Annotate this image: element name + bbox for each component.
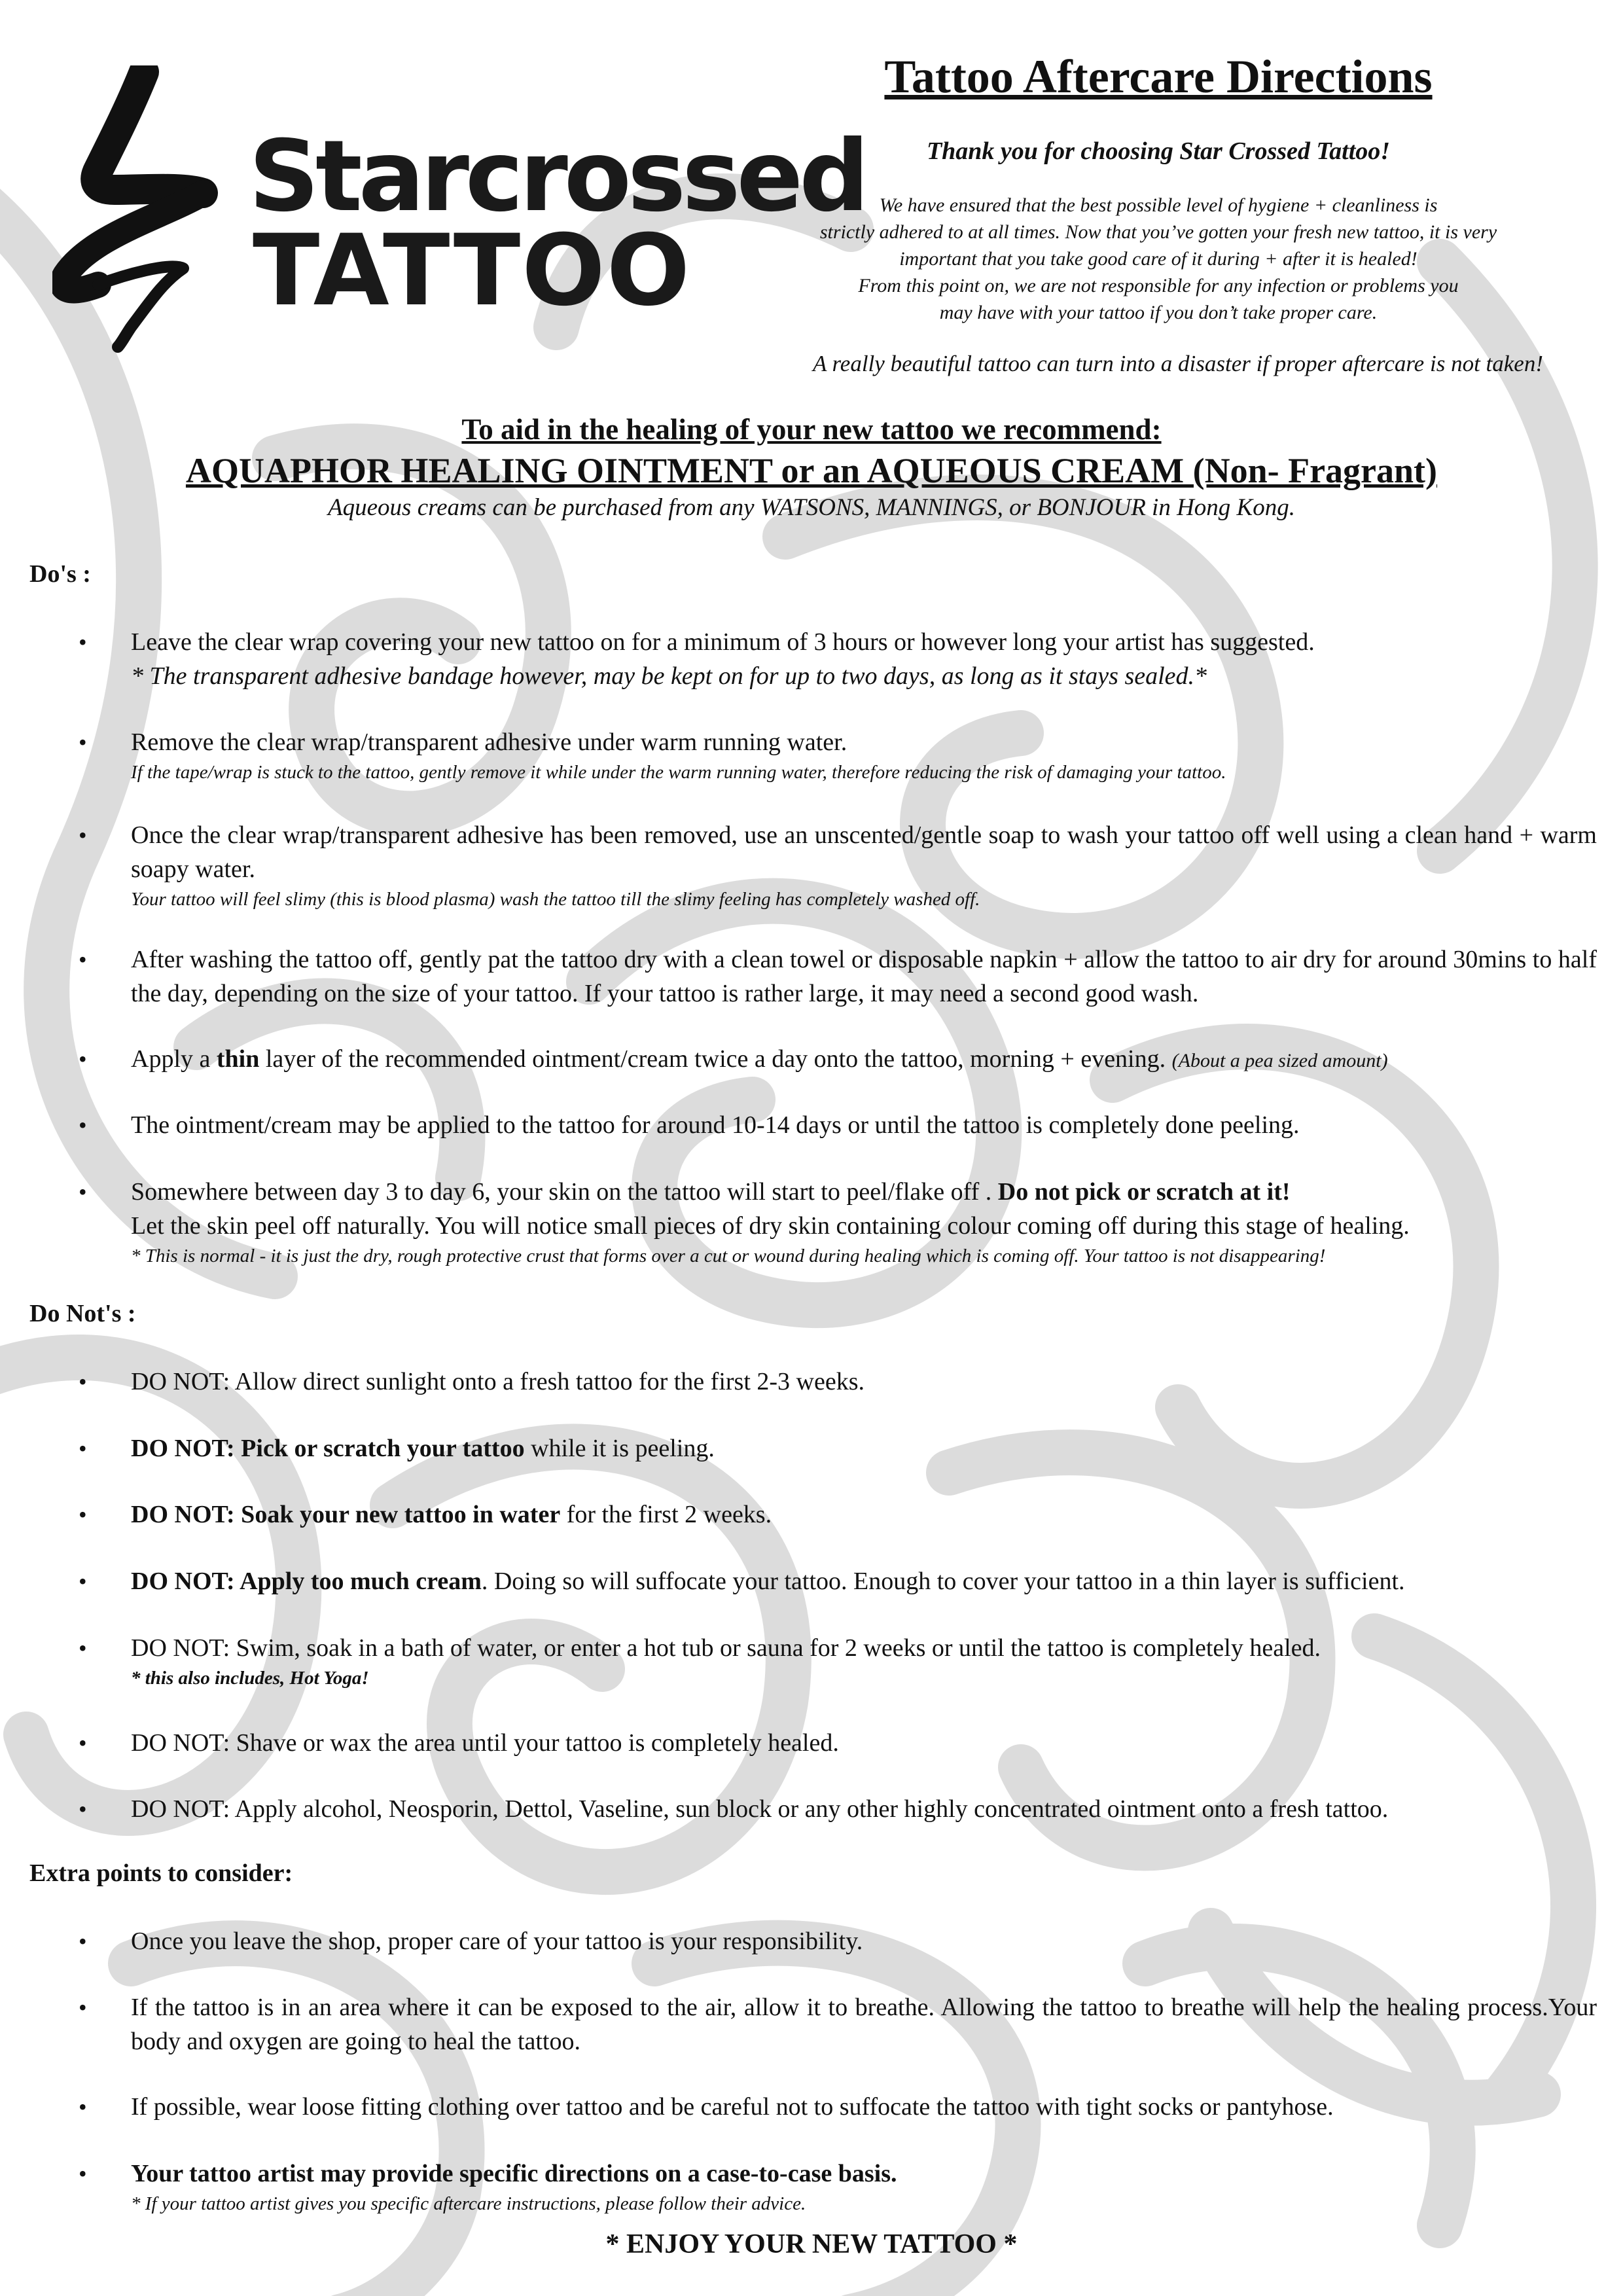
item-text-post: . Doing so will suffocate your tattoo. Enough to cover your tattoo in a thin layer is sufficient. [481,1568,1405,1595]
recommend-note: Aqueous creams can be purchased from any WATSONS, MANNINGS, or BONJOUR in Hong Kong. [328,494,1295,521]
list-item [79,1498,1597,1532]
list-item [79,2090,1597,2124]
item-note: * The transparent adhesive bandage however, may be kept on for up to two days, as long as it stays sealed.* [131,662,1207,690]
item-text [131,1498,1597,1532]
item-note: * If your tattoo artist gives you specific aftercare instructions, please follow their advice. [131,2193,806,2214]
item-text-bold: Do not pick or scratch at it! [997,1178,1291,1206]
bullet-icon: • [79,822,87,848]
dos-heading: Do's : [29,560,91,588]
item-text: Leave the clear wrap covering your new tattoo on for a minimum of 3 hours or however long your artist has suggested. [131,628,1315,656]
item-text-bold: DO NOT: Apply too much cream [131,1568,482,1595]
item-text: DO NOT: Shave or wax the area until your tattoo is completely healed. [131,1729,839,1757]
logo-mark-icon [52,65,249,353]
bullet-icon: • [79,2094,87,2120]
bullet-icon: • [79,1796,87,1822]
bullet-icon: • [79,1179,87,1205]
bullet-icon: • [79,629,87,655]
item-text: The ointment/cream may be applied to the tattoo for around 10-14 days or until the tattoo is completely done peeling. [131,1111,1300,1139]
intro-line: From this point on, we are not responsible for any infection or problems you [858,275,1459,296]
list-item [79,1564,1597,1598]
bullet-icon: • [79,1501,87,1528]
donts-heading: Do Not's : [29,1300,136,1327]
intro-line: may have with your tattoo if you don’t take proper care. [939,302,1378,323]
item-text [131,1564,1597,1598]
extra-heading: Extra points to consider: [29,1859,293,1887]
intro-paragraph [753,192,1564,326]
item-text: DO NOT: Swim, soak in a bath of water, or enter a hot tub or sauna for 2 weeks or until the tattoo is completely healed. [131,1634,1321,1662]
item-text-post: for the first 2 weeks. [560,1501,772,1528]
item-text: Remove the clear wrap/transparent adhesive under warm running water. [131,728,847,756]
item-text: Once you leave the shop, proper care of your tattoo is your responsibility. [131,1928,863,1955]
item-note: * this also includes, Hot Yoga! [131,1668,369,1689]
recommend-product: AQUAPHOR HEALING OINTMENT or an AQUEOUS CREAM (Non- Fragrant) [185,451,1438,490]
page-title: Tattoo Aftercare Directions [884,50,1433,103]
list-item [79,1042,1597,1078]
intro-line: important that you take good care of it during + after it is healed! [899,248,1418,270]
warning-line: A really beautiful tattoo can turn into a disaster if proper aftercare is not taken! [812,351,1543,376]
list-item [79,1990,1597,2058]
list-item [79,1365,1597,1399]
item-text-bold: DO NOT: Soak your new tattoo in water [131,1501,561,1528]
bullet-icon: • [79,1369,87,1395]
item-text-bold: thin [216,1045,260,1073]
bullet-icon: • [79,1112,87,1138]
item-text [131,1431,1597,1465]
item-text: Once the clear wrap/transparent adhesive has been removed, use an unscented/gentle soap to wash your tattoo off well using a clean hand + warm soapy water. [131,821,1597,883]
bullet-icon: • [79,1435,87,1462]
item-text-bold: Your tattoo artist may provide specific directions on a case-to-case basis. [131,2160,897,2187]
item-text-post: layer of the recommended ointment/cream twice a day onto the tattoo, morning + evening. [259,1045,1172,1073]
thanks-line: Thank you for choosing Star Crossed Tattoo! [926,137,1391,165]
item-text-bold: DO NOT: Pick or scratch your tattoo [131,1435,525,1462]
list-item [79,1175,1597,1269]
logo-brand-line1: Starcrossed [249,120,866,234]
item-text: DO NOT: Apply alcohol, Neosporin, Dettol, Vaseline, sun block or any other highly concentrated ointment onto a fresh tattoo. [131,1795,1389,1823]
header [753,46,1564,377]
item-text-pre: Apply a [131,1045,217,1073]
item-text-post: while it is peeling. [524,1435,715,1462]
list-item [79,818,1597,912]
bullet-icon: • [79,1928,87,1954]
item-text [131,2157,1597,2191]
bullet-icon: • [79,946,87,973]
list-item [79,625,1597,693]
item-note: * This is normal - it is just the dry, rough protective crust that forms over a cut or wound during healing which is coming off. Your tattoo is not disappearing! [131,1246,1326,1266]
item-text: If the tattoo is in an area where it can be exposed to the air, allow it to breathe. Allowing the tattoo to breathe will help the healing process.Your body and oxygen are going to heal the tattoo. [131,1994,1597,2055]
item-aside: (About a pea sized amount) [1171,1050,1388,1071]
item-text [131,1175,1597,1209]
intro-line: strictly adhered to at all times. Now that you’ve gotten your fresh new tattoo, it is very [819,221,1497,243]
bullet-icon: • [79,1635,87,1661]
item-note: Your tattoo will feel slimy (this is blood plasma) wash the tattoo till the slimy feeling has completely washed off. [131,889,980,910]
bullet-icon: • [79,1568,87,1594]
recommendation [0,412,1623,522]
list-item [79,1924,1597,1958]
bullet-icon: • [79,1994,87,2020]
list-item [79,2157,1597,2217]
list-item [79,1631,1597,1691]
item-text-line2: Let the skin peel off naturally. You will notice small pieces of dry skin containing colour coming off during this stage of healing. [131,1212,1410,1240]
footer-enjoy: * ENJOY YOUR NEW TATTOO * [605,2229,1018,2259]
item-text: DO NOT: Allow direct sunlight onto a fresh tattoo for the first 2-3 weeks. [131,1368,865,1395]
item-text-pre: Somewhere between day 3 to day 6, your skin on the tattoo will start to peel/flake off . [131,1178,998,1206]
item-text [131,1042,1597,1078]
item-text: After washing the tattoo off, gently pat the tattoo dry with a clean towel or disposable napkin + allow the tattoo to air dry for around 30mins to half the day, depending on the size of your tattoo. If your tattoo is rather large, it may need a second good wash. [131,946,1597,1007]
list-item [79,942,1597,1011]
bullet-icon: • [79,1046,87,1072]
list-item [79,1108,1597,1142]
bullet-icon: • [79,1730,87,1756]
bullet-icon: • [79,729,87,755]
logo-brand-line2: TATTOO [253,214,692,328]
list-item [79,1431,1597,1465]
list-item [79,1792,1597,1826]
item-text: If possible, wear loose fitting clothing over tattoo and be careful not to suffocate the tattoo with tight socks or pantyhose. [131,2093,1334,2121]
recommend-heading: To aid in the healing of your new tattoo we recommend: [461,413,1162,446]
list-item [79,1726,1597,1760]
bullet-icon: • [79,2161,87,2187]
intro-line: We have ensured that the best possible level of hygiene + cleanliness is [879,194,1438,216]
item-note: If the tape/wrap is stuck to the tattoo, gently remove it while under the warm running water, therefore reducing the risk of damaging your tattoo. [131,762,1226,783]
list-item [79,725,1597,785]
logo [52,65,866,353]
